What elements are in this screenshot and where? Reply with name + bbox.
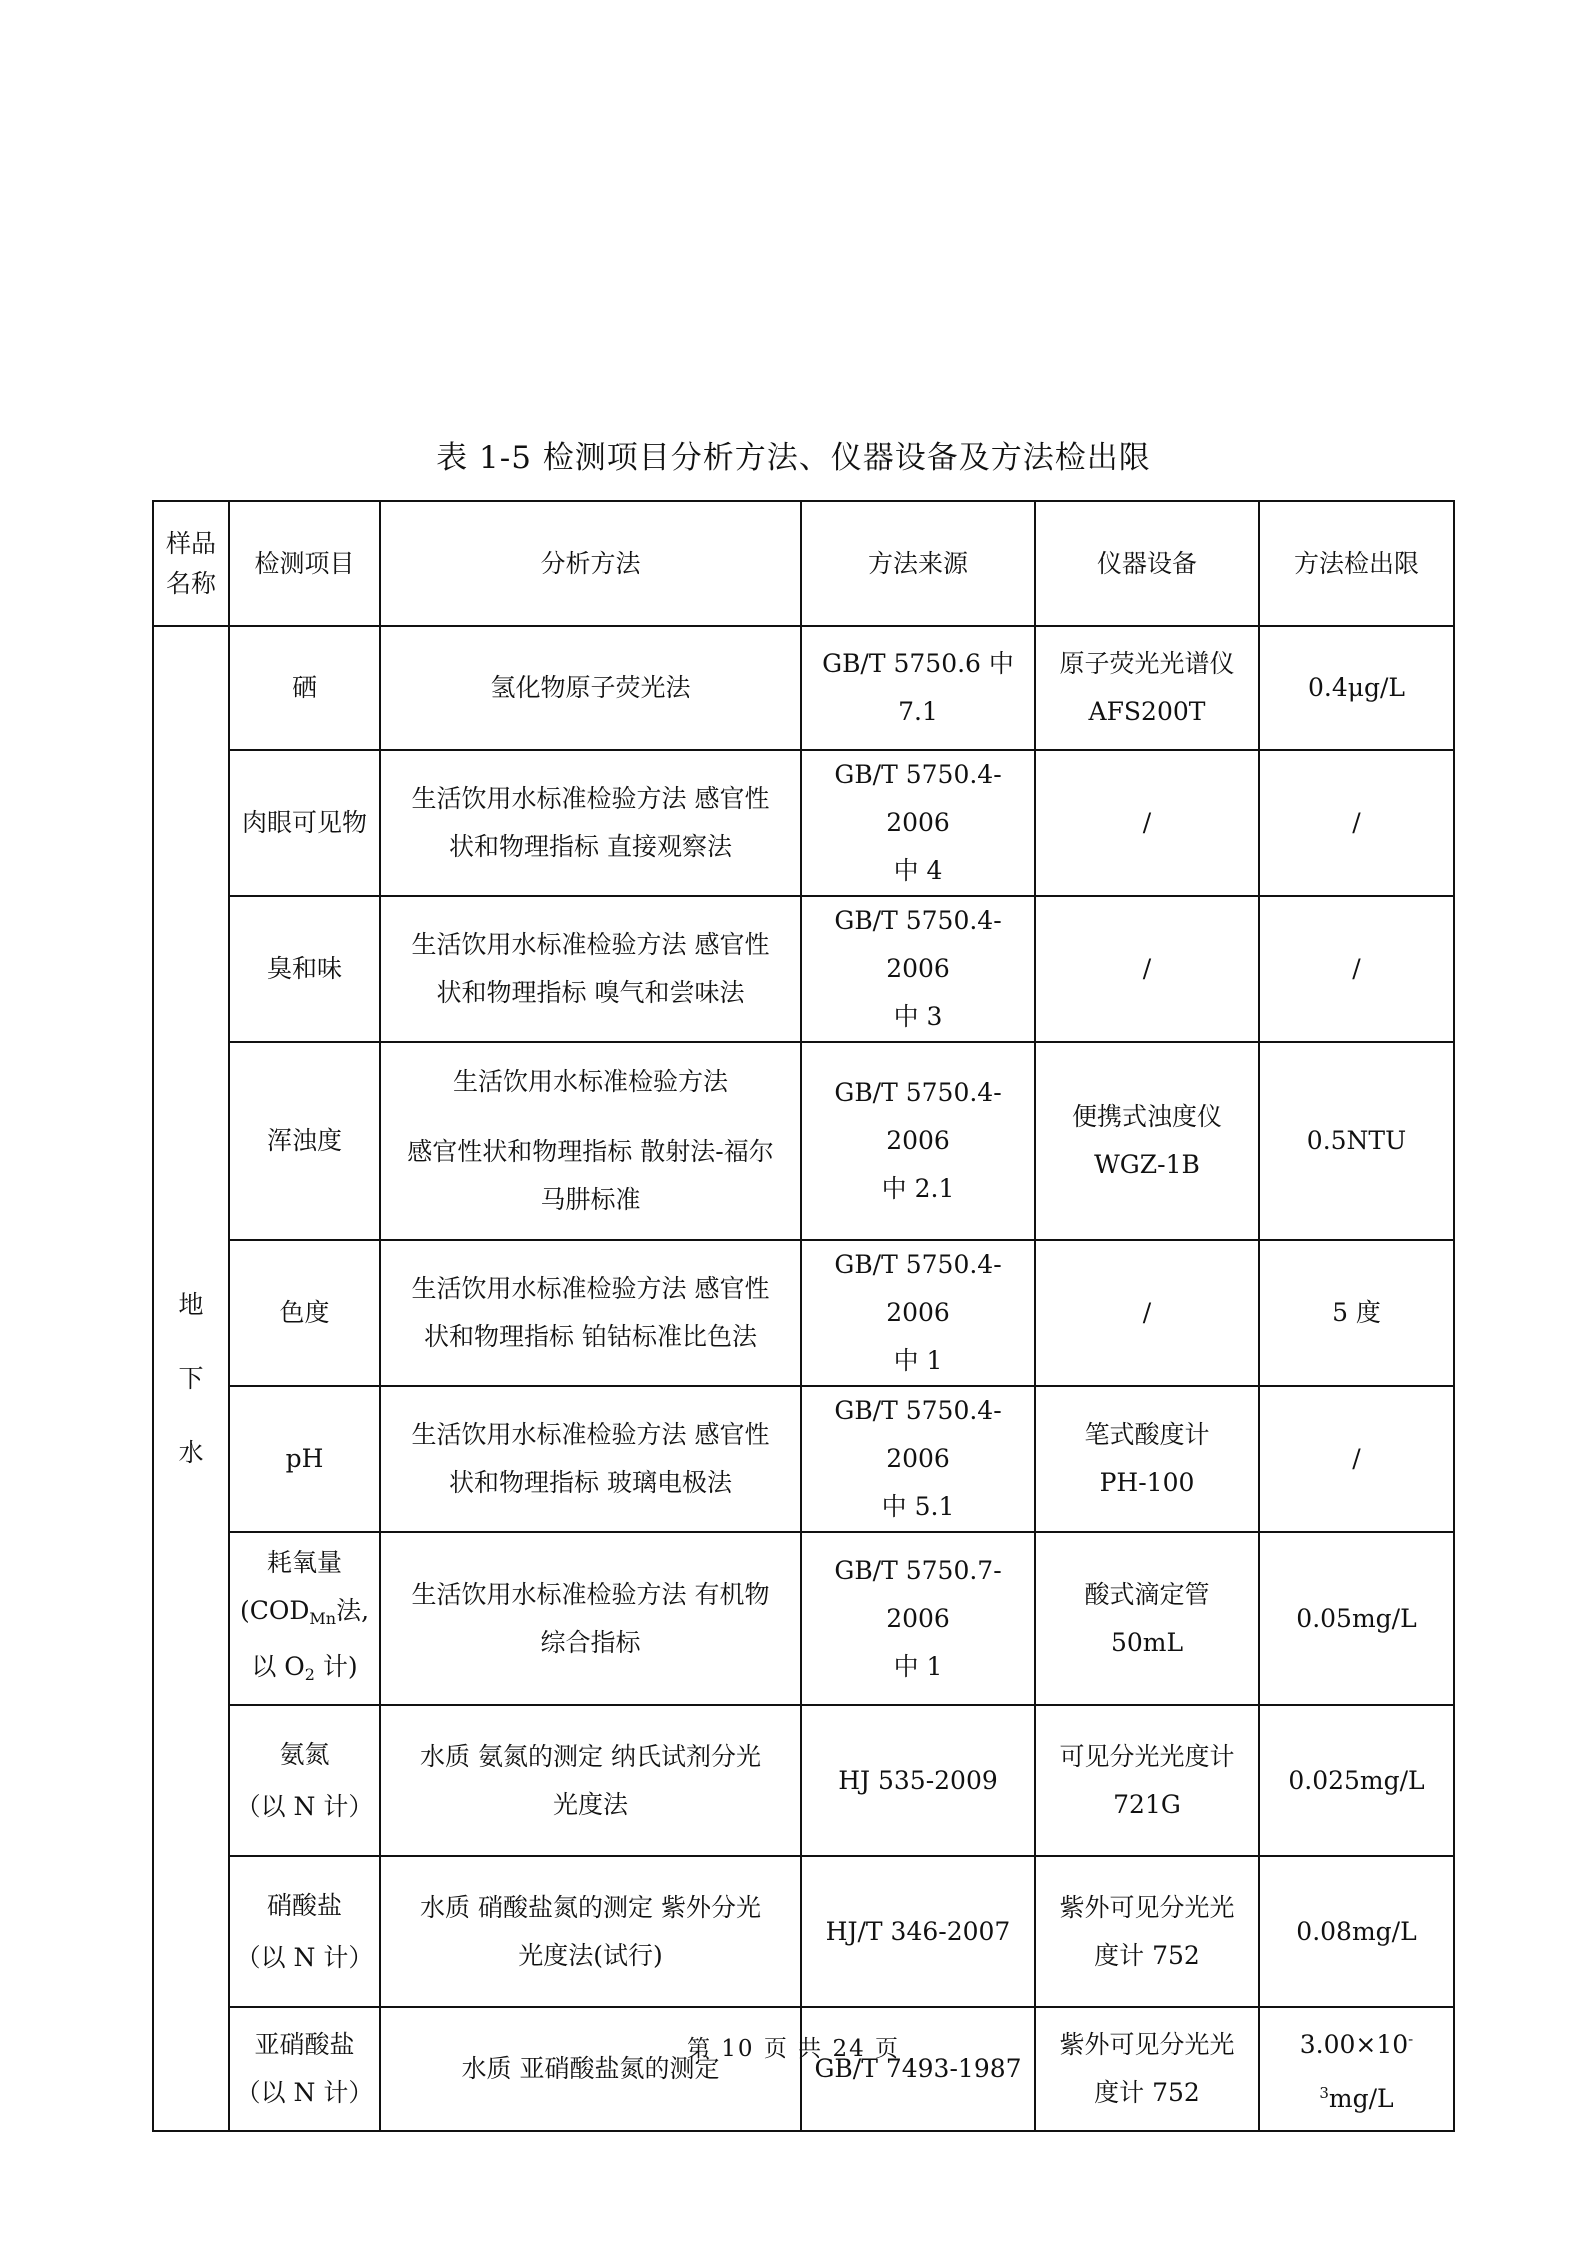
source-cell: GB/T 5750.4-2006 中 5.1 (801, 1386, 1035, 1532)
table-row (153, 896, 1454, 1042)
method-cell: 水质 氨氮的测定 纳氏试剂分光 光度法 (380, 1705, 801, 1856)
item-cell: 浑浊度 (229, 1042, 380, 1240)
method-cell: 生活饮用水标准检验方法 有机物 综合指标 (380, 1532, 801, 1705)
source-cell: HJ 535-2009 (801, 1705, 1035, 1856)
method-cell: 生活饮用水标准检验方法 感官性 状和物理指标 嗅气和尝味法 (380, 896, 801, 1042)
instrument-cell: / (1035, 896, 1259, 1042)
table-row (153, 1386, 1454, 1532)
method-cell: 水质 硝酸盐氮的测定 紫外分光 光度法(试行) (380, 1856, 801, 2007)
instrument-cell: 紫外可见分光光 度计 752 (1035, 2007, 1259, 2131)
instrument-cell: 酸式滴定管 50mL (1035, 1532, 1259, 1705)
table-row (153, 2007, 1454, 2131)
item-cell: 臭和味 (229, 896, 380, 1042)
item-cell: 色度 (229, 1240, 380, 1386)
source-cell: GB/T 5750.4-2006 中 3 (801, 896, 1035, 1042)
header-row (153, 501, 1454, 626)
page-footer: 第 10 页 共 24 页 (686, 2036, 901, 2062)
table-row (153, 626, 1454, 750)
limit-cell: 0.4μg/L (1259, 626, 1454, 750)
method-cell: 氢化物原子荧光法 (380, 626, 801, 750)
limit-cell: / (1259, 1386, 1454, 1532)
limit-cell: / (1259, 750, 1454, 896)
item-cell: 硝酸盐 （以 N 计） (229, 1856, 380, 2007)
table-row (153, 1042, 1454, 1240)
limit-cell: 0.025mg/L (1259, 1705, 1454, 1856)
source-cell: GB/T 5750.4-2006 中 1 (801, 1240, 1035, 1386)
source-cell: GB/T 5750.4-2006 中 4 (801, 750, 1035, 896)
limit-cell: $3.00\times 10^{-3}mg/L$ (1259, 2007, 1454, 2131)
limit-cell: 0.05mg/L (1259, 1532, 1454, 1705)
method-cell: 生活饮用水标准检验方法 感官性 状和物理指标 玻璃电极法 (380, 1386, 801, 1532)
item-cell: 耗氧量 ($COD_{Mn}$法, 以 $O_2$ 计) (229, 1532, 380, 1705)
source-cell: GB/T 7493-1987 (801, 2007, 1035, 2131)
item-cell: 亚硝酸盐 （以 N 计） (229, 2007, 380, 2131)
table-row (153, 1705, 1454, 1856)
instrument-cell: 紫外可见分光光 度计 752 (1035, 1856, 1259, 2007)
source-cell: GB/T 5750.6 中 7.1 (801, 626, 1035, 750)
header-instrument: 仪器设备 (1035, 501, 1259, 626)
header-method: 分析方法 (380, 501, 801, 626)
instrument-cell: 原子荧光光谱仪 AFS200T (1035, 626, 1259, 750)
header-item: 检测项目 (229, 501, 380, 626)
limit-cell: 0.08mg/L (1259, 1856, 1454, 2007)
method-cell: 生活饮用水标准检验方法 感官性 状和物理指标 铂钴标准比色法 (380, 1240, 801, 1386)
item-cell: 肉眼可见物 (229, 750, 380, 896)
detection-method-table (152, 500, 1455, 2132)
method-cell: 生活饮用水标准检验方法 感官性状和物理指标 散射法-福尔 马肼标准 (380, 1042, 801, 1240)
table-row (153, 1240, 1454, 1386)
source-cell: GB/T 5750.7-2006 中 1 (801, 1532, 1035, 1705)
source-cell: GB/T 5750.4-2006 中 2.1 (801, 1042, 1035, 1240)
header-limit: 方法检出限 (1259, 501, 1454, 626)
table-title: 表 1-5 检测项目分析方法、仪器设备及方法检出限 (436, 440, 1151, 476)
instrument-cell: / (1035, 750, 1259, 896)
table-row (153, 1856, 1454, 2007)
method-cell: 生活饮用水标准检验方法 感官性 状和物理指标 直接观察法 (380, 750, 801, 896)
item-cell: 氨氮 （以 N 计） (229, 1705, 380, 1856)
instrument-cell: 便携式浊度仪 WGZ-1B (1035, 1042, 1259, 1240)
method-cell: 水质 亚硝酸盐氮的测定 (380, 2007, 801, 2131)
header-sample-name: 样品 名称 (153, 501, 229, 626)
item-cell: pH (229, 1386, 380, 1532)
header-source: 方法来源 (801, 501, 1035, 626)
limit-cell: / (1259, 896, 1454, 1042)
instrument-cell: 笔式酸度计 PH-100 (1035, 1386, 1259, 1532)
item-cell: 硒 (229, 626, 380, 750)
instrument-cell: / (1035, 1240, 1259, 1386)
source-cell: HJ/T 346-2007 (801, 1856, 1035, 2007)
instrument-cell: 可见分光光度计 721G (1035, 1705, 1259, 1856)
sample-name-cell: 地 下 水 (153, 626, 229, 2131)
limit-cell: 0.5NTU (1259, 1042, 1454, 1240)
table-row (153, 1532, 1454, 1705)
table-row (153, 750, 1454, 896)
limit-cell: 5 度 (1259, 1240, 1454, 1386)
